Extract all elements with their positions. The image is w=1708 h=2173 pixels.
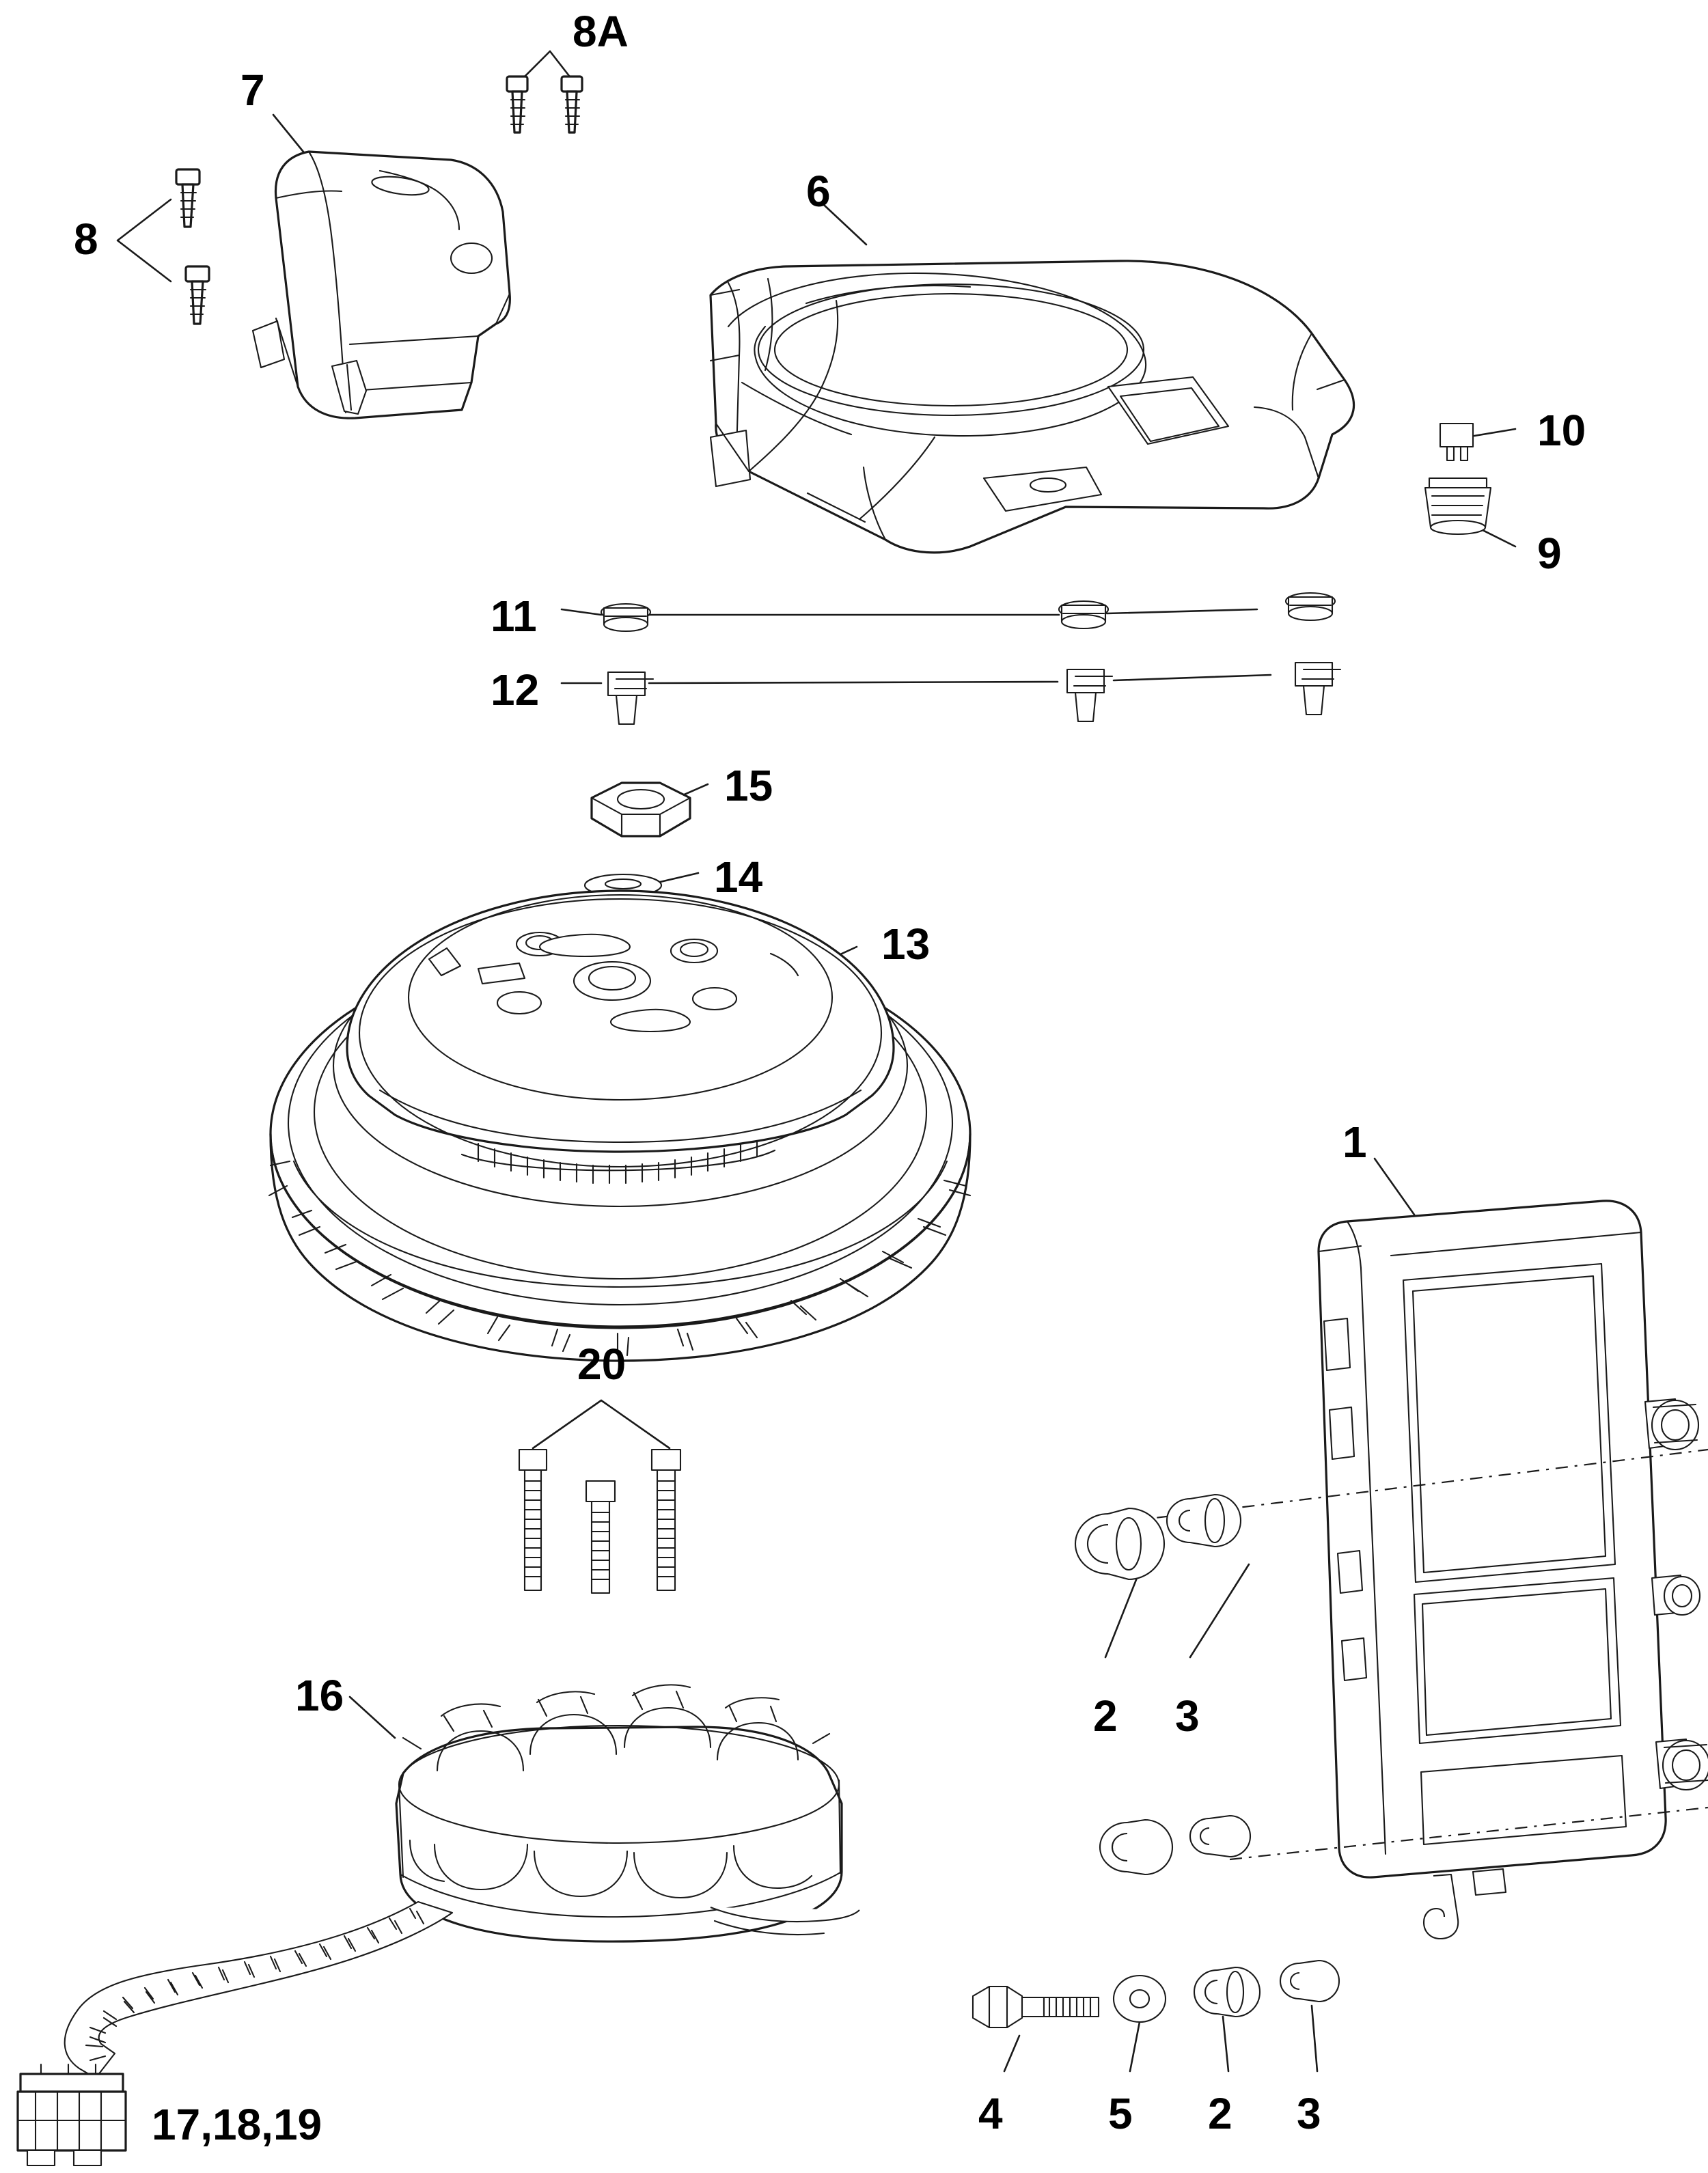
part-8A-screws — [507, 51, 582, 133]
callout-8: 8 — [74, 214, 98, 264]
callout-10: 10 — [1537, 406, 1586, 455]
part-17-18-19-connector — [18, 2064, 126, 2165]
callout-4: 4 — [978, 2089, 1003, 2138]
callout-12: 12 — [491, 665, 540, 715]
callout-20: 20 — [577, 1340, 626, 1389]
callout-13: 13 — [881, 919, 931, 969]
callout-2-lower: 2 — [1208, 2089, 1232, 2138]
callout-14: 14 — [714, 853, 763, 902]
callout-5: 5 — [1108, 2089, 1133, 2138]
part-16-stator — [65, 1685, 859, 2078]
callout-16: 16 — [295, 1671, 344, 1720]
part-9-rubber-cap — [1425, 478, 1515, 546]
callout-15: 15 — [724, 761, 773, 810]
part-6-flywheel-cover — [711, 205, 1354, 553]
part-8-screws — [118, 169, 209, 324]
part-15-flywheel-nut — [592, 783, 708, 836]
part-13-flywheel — [269, 891, 970, 1361]
callout-11: 11 — [491, 592, 537, 641]
callout-6: 6 — [806, 167, 831, 216]
part-11-grommets — [562, 593, 1335, 631]
callout-1: 1 — [1342, 1118, 1367, 1167]
part-20-screws — [519, 1400, 680, 1593]
callout-3-upper: 3 — [1175, 1691, 1200, 1741]
part-12-bolts — [562, 663, 1340, 724]
callout-2-upper: 2 — [1093, 1691, 1118, 1741]
part-10-fuse — [1440, 424, 1515, 460]
callout-9: 9 — [1537, 529, 1562, 578]
part-1-control-module — [1100, 1159, 1708, 1939]
callout-7: 7 — [240, 66, 265, 115]
parts-bottom-row — [973, 1961, 1339, 2071]
callout-3-lower: 3 — [1297, 2089, 1321, 2138]
parts-2-3-upper — [1075, 1495, 1250, 1874]
part-7-side-cover — [253, 115, 510, 418]
callout-17-18-19: 17,18,19 — [152, 2100, 322, 2149]
callout-8a: 8A — [573, 7, 629, 56]
